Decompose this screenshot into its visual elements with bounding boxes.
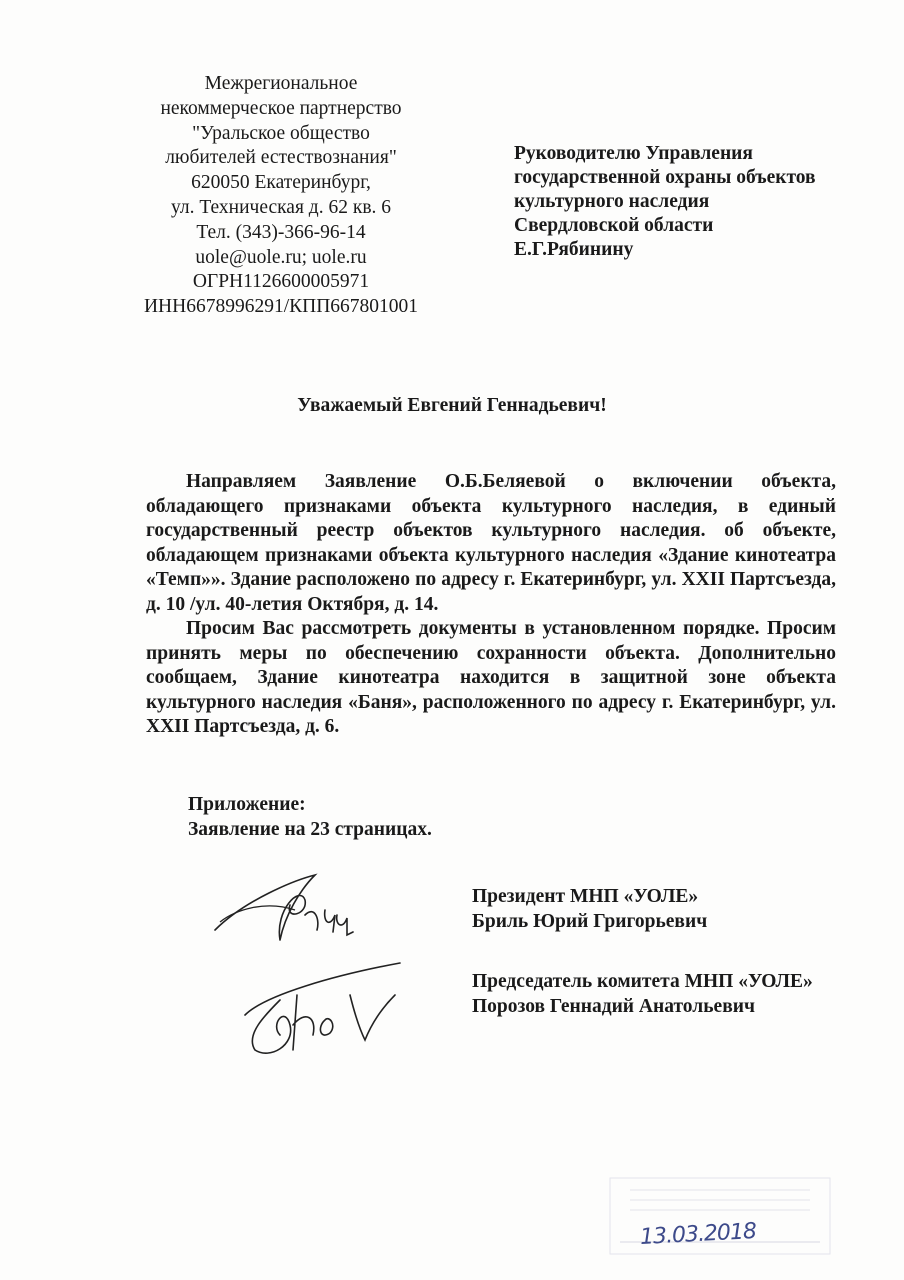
sender-block	[120, 72, 442, 320]
sender-line: "Уральское общество	[192, 122, 370, 144]
body-paragraph: Направляем Заявление О.Б.Беляевой о включении объекта, обладающего признаками объекта культурного наследия, в единый государственный реестр объектов культурного наследия. об объекте, обладающем признаками объекта культурного наследия «Здание кинотеатра «Темп»». Здание расположено по адресу г. Екатеринбург, ул. XXII Партсъезда, д. 10 /ул. 40-летия Октября, д. 14.	[146, 471, 836, 615]
sender-line: Межрегиональное	[204, 73, 358, 94]
sender-line: некоммерческое партнерство	[160, 97, 402, 119]
signatory-name: Бриль Юрий Григорьевич	[472, 911, 708, 932]
attachment-text: Заявление на 23 страницах.	[188, 819, 432, 840]
recipient-line: Е.Г.Рябинину	[514, 239, 634, 260]
letter-body	[146, 470, 836, 740]
stamp-date: 13.03.2018	[639, 1218, 757, 1251]
signatory-1	[472, 884, 813, 934]
sender-line: uole@uole.ru; uole.ru	[195, 246, 367, 268]
sender-line: ИНН6678996291/КПП667801001	[143, 296, 419, 318]
signatory-title: Президент МНП «УОЛЕ»	[472, 886, 699, 907]
signatory-2	[472, 969, 813, 1019]
attachment-block	[188, 792, 432, 842]
signatory-title: Председатель комитета МНП «УОЛЕ»	[472, 971, 813, 992]
sender-line: ул. Техническая д. 62 кв. 6	[170, 196, 392, 218]
recipient-block	[514, 142, 854, 262]
registration-stamp-icon	[600, 1170, 840, 1260]
recipient-line: Свердловской области	[514, 215, 714, 236]
sender-line: любителей естествознания"	[165, 147, 397, 169]
signature-1-icon	[205, 860, 365, 950]
signatory-name: Порозов Геннадий Анатольевич	[472, 996, 755, 1017]
recipient-line: культурного наследия	[514, 191, 710, 212]
sender-line: 620050 Екатеринбург,	[191, 172, 371, 194]
greeting: Уважаемый Евгений Геннадьевич!	[297, 395, 607, 416]
sender-line: Тел. (343)-366-96-14	[196, 221, 366, 243]
attachment-label: Приложение:	[188, 794, 306, 815]
signatories	[472, 884, 813, 1054]
signature-2-icon	[225, 955, 410, 1065]
recipient-line: государственной охраны объектов	[514, 167, 816, 188]
body-paragraph: Просим Вас рассмотреть документы в установленном порядке. Просим принять меры по обеспечению сохранности объекта. Дополнительно сообщаем, Здание кинотеатра находится в защитной зоне объекта культурного наследия «Баня», расположенного по адресу г. Екатеринбург, ул. XXII Партсъезда, д. 6.	[146, 618, 836, 737]
recipient-line: Руководителю Управления	[514, 143, 753, 164]
sender-line: ОГРН1126600005971	[192, 271, 370, 293]
